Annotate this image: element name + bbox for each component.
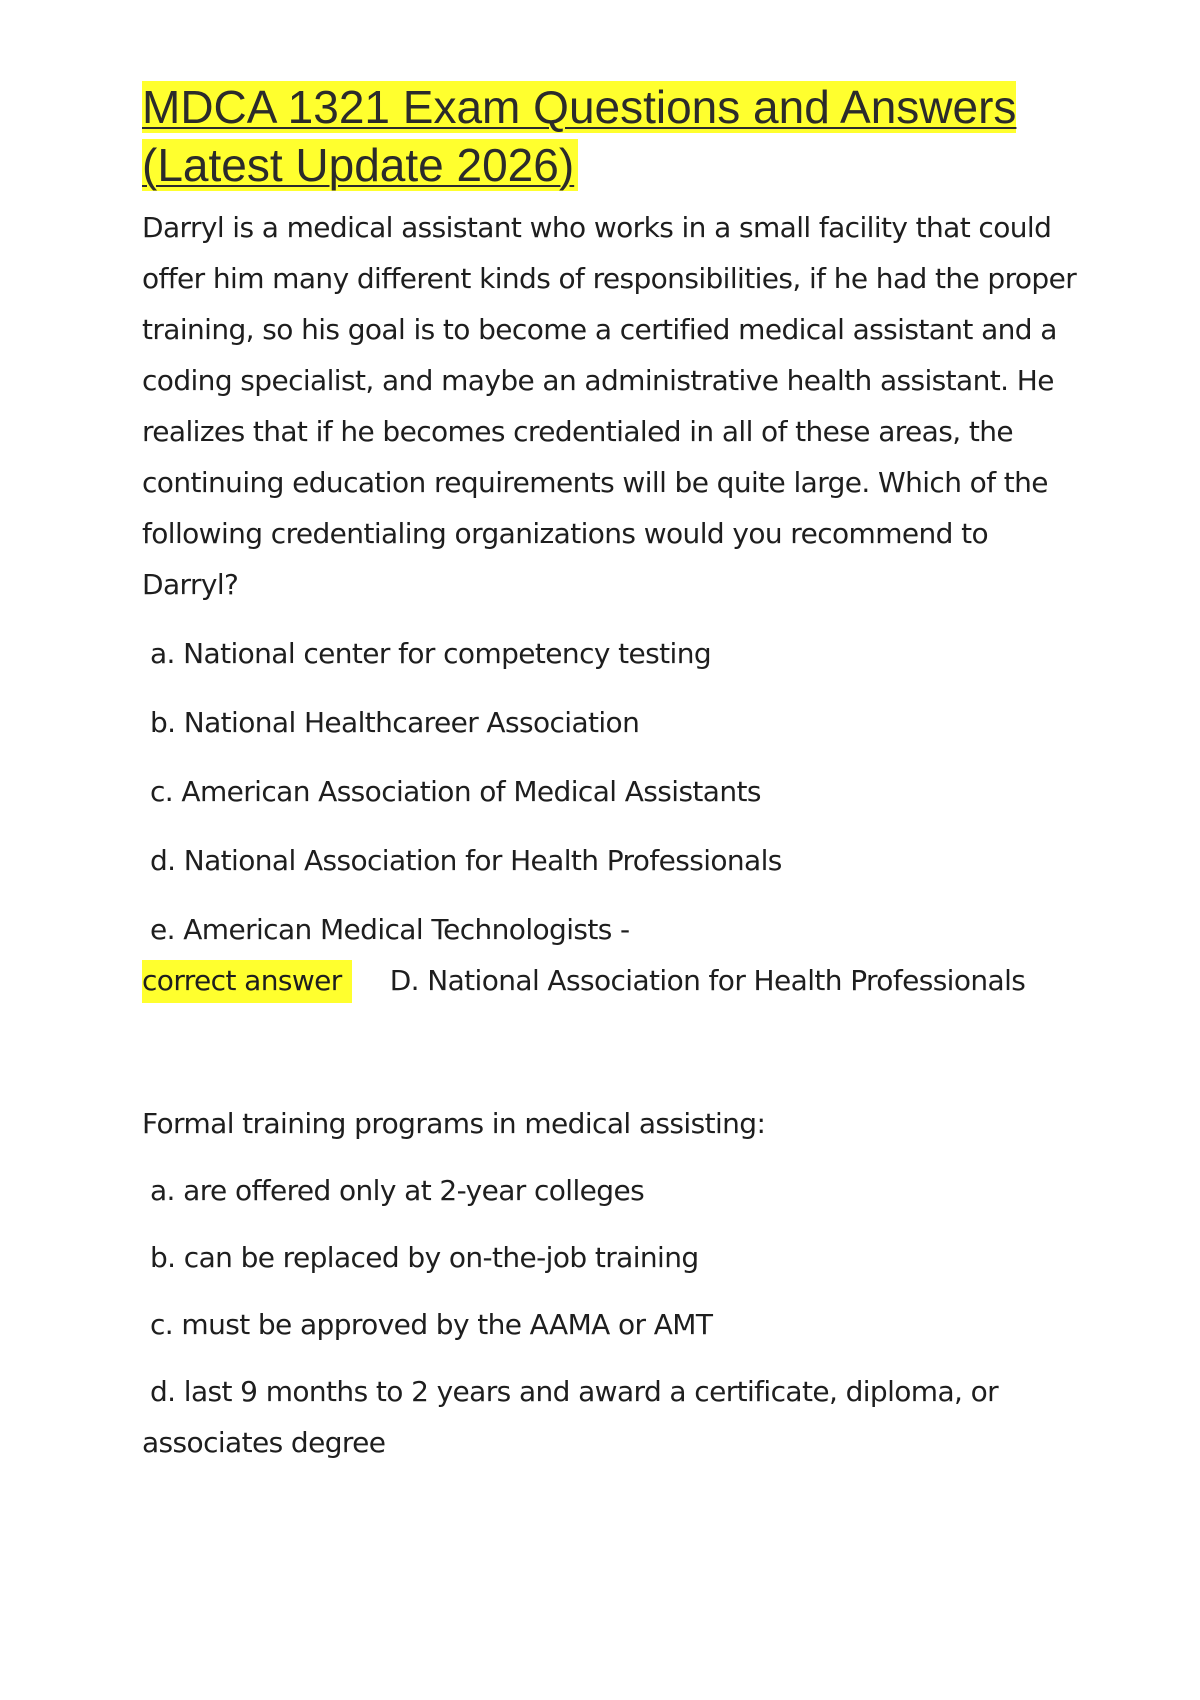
- question-block-2: [142, 1098, 1092, 1468]
- question-block-1: [142, 202, 1092, 1006]
- document-title-text: MDCA 1321 Exam Questions and Answers (Latest Update 2026): [142, 81, 1017, 191]
- answer-option-c: c. American Association of Medical Assistants: [150, 775, 761, 808]
- answer-option-b: b. can be replaced by on-the-job training: [150, 1241, 699, 1274]
- answer-option-d: d. last 9 months to 2 years and award a certificate, diploma, or associates degree: [142, 1375, 999, 1459]
- answer-option-a: a. are offered only at 2-year colleges: [150, 1174, 645, 1207]
- answer-option-b: b. National Healthcareer Association: [150, 706, 640, 739]
- answer-option-d: d. National Association for Health Professionals: [150, 844, 782, 877]
- answer-option-e: e. American Medical Technologists -: [150, 913, 630, 946]
- correct-answer-label: correct answer: [142, 960, 352, 1003]
- answer-option-a: a. National center for competency testing: [150, 637, 712, 670]
- document-title: [142, 78, 1092, 194]
- answer-option-c: c. must be approved by the AAMA or AMT: [150, 1308, 713, 1341]
- question-prompt: Darryl is a medical assistant who works in a small facility that could offer him many different kinds of responsibilities, if he had the proper training, so his goal is to become a certified medical assistant and a coding specialist, and maybe an administrative health assistant. He realizes that if he becomes credentialed in all of these areas, the continuing education requirements will be quite large. Which of the following credentialing organizations would you recommend to Darryl?: [142, 211, 1077, 601]
- correct-answer-text: D. National Association for Health Professionals: [389, 964, 1026, 997]
- correct-answer-row: [142, 955, 1092, 1006]
- document-page: [142, 78, 1092, 1468]
- question-prompt: Formal training programs in medical assisting:: [142, 1107, 766, 1140]
